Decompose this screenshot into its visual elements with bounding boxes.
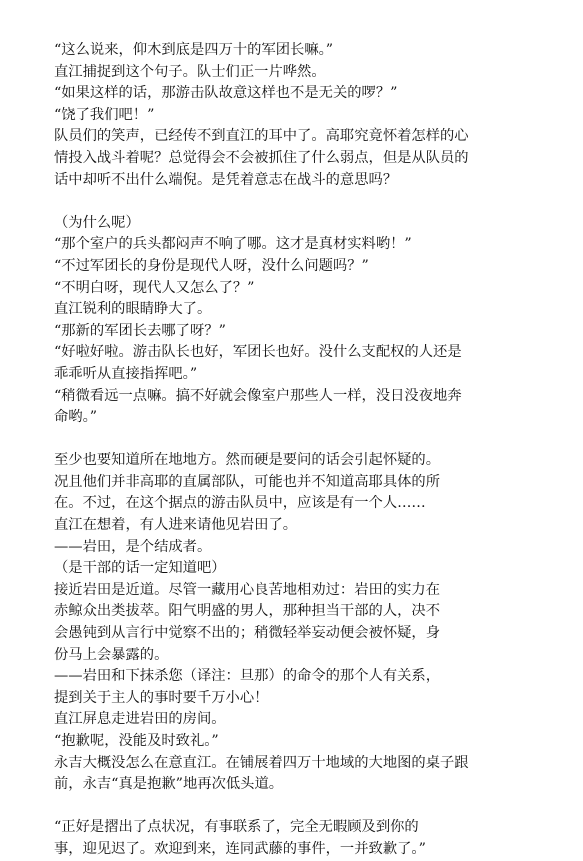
text-line: ——岩田和下抹杀您（译注：旦那）的命令的那个人有关系， (54, 668, 441, 685)
text-line: 永吉大概没怎么在意直江。在铺展着四万十地域的大地图的桌子跟 (54, 754, 469, 771)
text-line: 赤鲸众出类拔萃。阳气明盛的男人，那种担当干部的人，决不 (54, 603, 441, 620)
text-line: 命哟。” (54, 409, 98, 426)
blank-line (54, 191, 534, 213)
text-line: “抱歉呢，没能及时致礼。” (54, 733, 219, 749)
text-line: “正好是摺出了点状况，有事联系了，完全无暇顾及到你的 (54, 819, 419, 836)
text-line: “饶了我们吧！” (54, 106, 155, 123)
text-line: 队员们的笑声，已经传不到直江的耳中了。高耶究竟怀着怎样的心 (54, 128, 469, 145)
text-line: “不过军团长的身份是现代人呀，没什么问题吗？” (54, 257, 369, 274)
text-line: 直江捕捉到这个句子。队士们正一片哗然。 (54, 63, 326, 80)
text-line: “好啦好啦。游击队长也好，军团长也好。没什么支配权的人还是 (54, 344, 462, 361)
text-line: “不明白呀，现代人又怎么了？” (54, 279, 255, 296)
text-line: 提到关于主人的事时要千万小心！ (54, 689, 269, 706)
text-line: 前，永吉“真是抱歉”地再次低头道。 (54, 776, 284, 793)
text-line: “那新的军团长去哪了呀？” (54, 322, 226, 339)
body-text (54, 40, 534, 861)
text-line: “稍微看远一点嘛。搞不好就会像室户那些人一样，没日没夜地奔 (54, 387, 462, 404)
text-line: “如果这样的话，那游击队故意这样也不是无关的啰？” (54, 85, 398, 102)
text-line: 事，迎见迟了。欢迎到来，连同武藤的事件，一并致歉了。” (54, 840, 426, 857)
text-line: ——岩田，是个结成者。 (54, 538, 212, 555)
text-line: （是干部的话一定知道吧） (54, 560, 226, 577)
blank-line (54, 796, 534, 818)
text-line: 直江屏息走进岩田的房间。 (54, 711, 226, 728)
text-line: 直江在想着，有人进来请他见岩田了。 (54, 517, 298, 534)
text-line: 在。不过，在这个据点的游击队员中，应该是有一个人…… (54, 495, 426, 512)
blank-line (54, 429, 534, 451)
text-line: （为什么呢） (54, 214, 140, 231)
text-line: 话中却听不出什么端倪。是凭着意志在战斗的意思吗？ (54, 171, 398, 188)
text-line: 乖乖听从直接指挥吧。” (54, 365, 198, 382)
text-line: 接近岩田是近道。尽管一藏用心良苦地相劝过：岩田的实力在 (54, 581, 441, 598)
text-line: 至少也要知道所在地地方。然而硬是要问的话会引起怀疑的。 (54, 452, 441, 469)
text-line: “那个室户的兵头都闷声不响了哪。这才是真材实料哟！” (54, 236, 412, 253)
text-line: 况且他们并非高耶的直属部队，可能也并不知道高耶具体的所 (54, 473, 441, 490)
text-line: 直江锐利的眼睛睁大了。 (54, 301, 212, 318)
text-line: “这么说来，仰木到底是四万十的军团长嘛。” (54, 42, 334, 58)
text-line: 会愚钝到从言行中觉察不出的；稍微轻举妄动便会被怀疑，身 (54, 625, 441, 642)
text-line: 份马上会暴露的。 (54, 646, 169, 663)
text-line: 情投入战斗着呢？总觉得会不会被抓住了什么弱点，但是从队员的 (54, 149, 469, 166)
